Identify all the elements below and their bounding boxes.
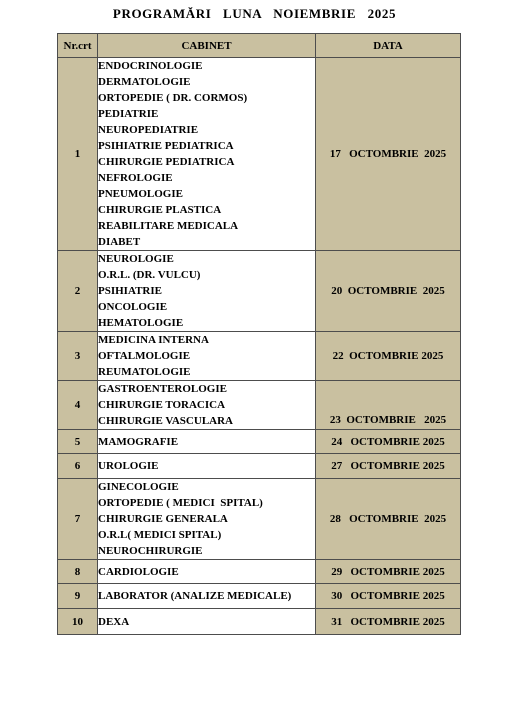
cabinet-name: DIABET — [98, 236, 141, 248]
cabinet-cell — [98, 609, 316, 635]
table-header — [58, 34, 461, 58]
table-row — [58, 560, 461, 584]
cabinet-cell — [98, 251, 316, 332]
cabinet-name: LABORATOR (ANALIZE MEDICALE) — [98, 590, 292, 602]
table-row — [58, 479, 461, 560]
cabinet-name: PSIHIATRIE — [98, 285, 162, 297]
cabinet-cell — [98, 58, 316, 251]
row-number: 2 — [58, 251, 98, 332]
cabinet-name: MAMOGRAFIE — [98, 435, 179, 448]
cabinet-name: UROLOGIE — [98, 460, 159, 472]
header-cabinet: CABINET — [98, 34, 316, 58]
table-row — [58, 584, 461, 609]
row-number: 6 — [58, 454, 98, 479]
cabinet-name: DEXA — [98, 615, 130, 628]
row-number: 7 — [58, 479, 98, 560]
cabinet-name: NEUROPEDIATRIE — [98, 124, 199, 136]
row-number: 8 — [58, 560, 98, 584]
cabinet-name: CHIRURGIE VASCULARA — [98, 415, 233, 427]
header-data: DATA — [316, 34, 461, 58]
date-cell: 27 OCTOMBRIE 2025 — [316, 454, 461, 479]
page-title: PROGRAMĂRI LUNA NOIEMBRIE 2025 — [112, 6, 397, 21]
date-cell: 31 OCTOMBRIE 2025 — [316, 609, 461, 635]
cabinet-name: OFTALMOLOGIE — [98, 350, 191, 362]
cabinet-cell — [98, 479, 316, 560]
cabinet-cell — [98, 560, 316, 584]
table-row — [58, 58, 461, 251]
table-row — [58, 430, 461, 454]
cabinet-cell — [98, 584, 316, 609]
row-number: 3 — [58, 332, 98, 381]
cabinet-name: CHIRURGIE PLASTICA — [98, 204, 222, 216]
cabinet-name: NEUROLOGIE — [98, 253, 174, 265]
cabinet-name: CHIRURGIE TORACICA — [98, 399, 226, 411]
table-row — [58, 381, 461, 430]
row-number: 5 — [58, 430, 98, 454]
cabinet-name: CHIRURGIE PEDIATRICA — [98, 156, 235, 168]
row-number: 1 — [58, 58, 98, 251]
cabinet-cell — [98, 381, 316, 430]
date-cell: 22 OCTOMBRIE 2025 — [316, 332, 461, 381]
cabinet-name: CHIRURGIE GENERALA — [98, 513, 228, 525]
cabinet-name: O.R.L. (DR. VULCU) — [98, 269, 201, 281]
cabinet-name: ORTOPEDIE ( DR. CORMOS) — [98, 92, 248, 104]
cabinet-cell — [98, 454, 316, 479]
cabinet-name: GASTROENTEROLOGIE — [98, 383, 227, 395]
table-header-row — [58, 34, 461, 58]
cabinet-name: PEDIATRIE — [98, 108, 159, 120]
row-number: 10 — [58, 609, 98, 635]
table-row — [58, 332, 461, 381]
row-number: 9 — [58, 584, 98, 609]
row-number: 4 — [58, 381, 98, 430]
cabinet-name: PNEUMOLOGIE — [98, 188, 183, 200]
date-cell: 29 OCTOMBRIE 2025 — [316, 560, 461, 584]
cabinet-name: REUMATOLOGIE — [98, 366, 191, 378]
date-cell: 28 OCTOMBRIE 2025 — [316, 479, 461, 560]
header-nr-crt: Nr.crt — [58, 34, 98, 58]
table-body — [58, 58, 461, 635]
cabinet-name: NEUROCHIRURGIE — [98, 545, 203, 557]
cabinet-name: ORTOPEDIE ( MEDICI SPITAL) — [98, 497, 263, 509]
cabinet-name: ENDOCRINOLOGIE — [98, 60, 203, 72]
cabinet-name: DERMATOLOGIE — [98, 76, 191, 88]
table-row — [58, 251, 461, 332]
table-row — [58, 454, 461, 479]
date-cell: 17 OCTOMBRIE 2025 — [316, 58, 461, 251]
cabinet-name: O.R.L( MEDICI SPITAL) — [98, 529, 222, 541]
cabinet-name: ONCOLOGIE — [98, 301, 168, 313]
cabinet-name: MEDICINA INTERNA — [98, 334, 209, 346]
cabinet-name: GINECOLOGIE — [98, 481, 179, 493]
cabinet-name: PSIHIATRIE PEDIATRICA — [98, 140, 234, 152]
cabinet-name: REABILITARE MEDICALA — [98, 220, 239, 232]
cabinet-name: HEMATOLOGIE — [98, 317, 184, 329]
table-row — [58, 609, 461, 635]
cabinet-cell — [98, 332, 316, 381]
cabinet-name: NEFROLOGIE — [98, 172, 173, 184]
cabinet-name: CARDIOLOGIE — [98, 565, 179, 578]
date-cell: 24 OCTOMBRIE 2025 — [316, 430, 461, 454]
date-cell: 23 OCTOMBRIE 2025 — [316, 381, 461, 430]
schedule-table — [57, 33, 461, 635]
cabinet-cell — [98, 430, 316, 454]
date-cell: 20 OCTOMBRIE 2025 — [316, 251, 461, 332]
date-cell: 30 OCTOMBRIE 2025 — [316, 584, 461, 609]
